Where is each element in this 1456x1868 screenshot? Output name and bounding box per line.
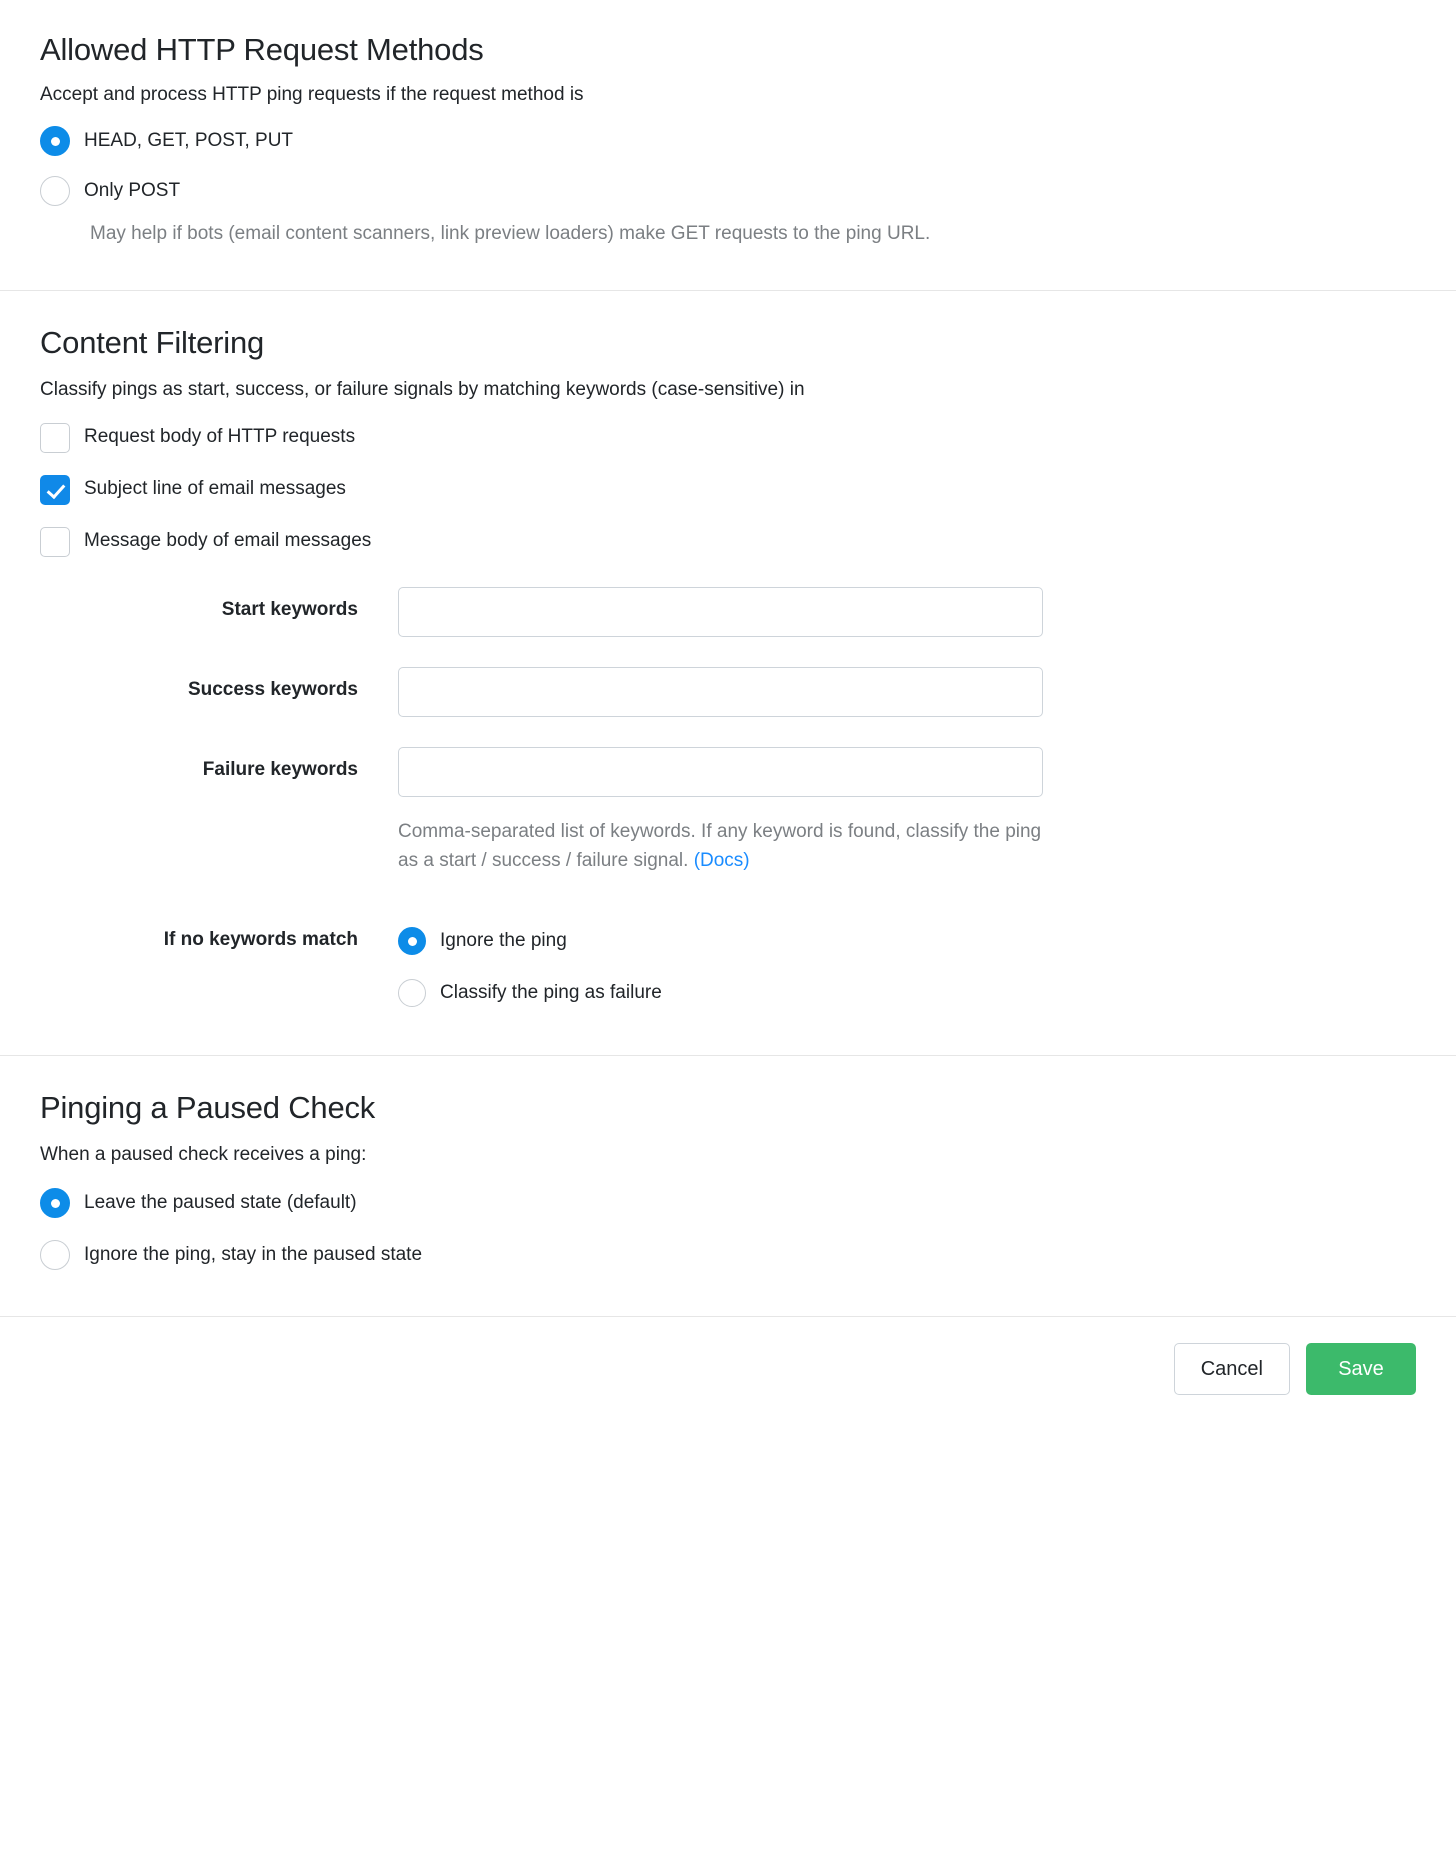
- success-keywords-input[interactable]: [398, 667, 1043, 717]
- checkbox-option-request-body[interactable]: [40, 423, 1416, 453]
- checkbox-option-email-body[interactable]: [40, 527, 1416, 557]
- radio-icon[interactable]: [398, 927, 426, 955]
- paused-check-title: Pinging a Paused Check: [40, 1090, 376, 1126]
- no-keywords-match-label: If no keywords match: [163, 929, 358, 951]
- save-button[interactable]: Save: [1306, 1343, 1416, 1395]
- failure-keywords-input[interactable]: [398, 747, 1043, 797]
- radio-option-only-post[interactable]: [40, 176, 1416, 206]
- checkbox-label: Request body of HTTP requests: [84, 426, 356, 448]
- radio-label: HEAD, GET, POST, PUT: [84, 129, 294, 151]
- no-keywords-match-row: [40, 927, 1416, 1007]
- radio-label: Leave the paused state (default): [84, 1192, 357, 1214]
- keywords-help-label: Comma-separated list of keywords. If any keyword is found, classify the ping as a start / success / failure signal.: [398, 820, 1042, 871]
- radio-label: Ignore the ping: [440, 930, 567, 952]
- allowed-http-request-methods-section: [0, 0, 1456, 290]
- cancel-button[interactable]: Cancel: [1174, 1343, 1290, 1395]
- checkbox-label: Message body of email messages: [84, 530, 372, 552]
- success-keywords-row: [40, 667, 1416, 717]
- methods-description: Accept and process HTTP ping requests if the request method is: [40, 84, 584, 105]
- radio-option-ignore-ping[interactable]: [398, 927, 1416, 955]
- radio-icon[interactable]: [40, 1188, 70, 1218]
- start-keywords-row: [40, 587, 1416, 637]
- content-filtering-description: Classify pings as start, success, or failure signals by matching keywords (case-sensitive) in: [40, 378, 805, 400]
- radio-option-classify-failure[interactable]: [398, 979, 1416, 1007]
- checkbox-icon[interactable]: [40, 475, 70, 505]
- radio-option-head-get-post-put[interactable]: [40, 126, 1416, 156]
- success-keywords-label: Success keywords: [187, 678, 358, 700]
- radio-icon[interactable]: [398, 979, 426, 1007]
- docs-link[interactable]: (Docs): [693, 849, 750, 871]
- radio-icon[interactable]: [40, 126, 70, 156]
- radio-label: Classify the ping as failure: [440, 982, 662, 1004]
- failure-keywords-row: [40, 747, 1416, 876]
- pinging-paused-check-section: [0, 1056, 1456, 1316]
- content-filtering-section: [0, 291, 1456, 1056]
- radio-icon[interactable]: [40, 176, 70, 206]
- content-filtering-title: Content Filtering: [40, 324, 265, 360]
- start-keywords-input[interactable]: [398, 587, 1043, 637]
- radio-label: Ignore the ping, stay in the paused state: [84, 1244, 423, 1266]
- radio-option-leave-paused-state[interactable]: [40, 1188, 1416, 1218]
- failure-keywords-label: Failure keywords: [202, 758, 358, 780]
- checkbox-icon[interactable]: [40, 423, 70, 453]
- checkbox-icon[interactable]: [40, 527, 70, 557]
- keywords-help-text: [398, 817, 1058, 876]
- radio-label: Only POST: [84, 179, 181, 201]
- radio-option-stay-paused-state[interactable]: [40, 1240, 1416, 1270]
- checkbox-option-email-subject[interactable]: [40, 475, 1416, 505]
- start-keywords-label: Start keywords: [221, 598, 358, 620]
- paused-check-description: When a paused check receives a ping:: [40, 1144, 367, 1166]
- page-title: Allowed HTTP Request Methods: [40, 32, 484, 67]
- methods-help-text: May help if bots (email content scanners, link preview loaders) make GET requests to the ping URL.: [90, 223, 931, 244]
- checkbox-label: Subject line of email messages: [84, 478, 346, 500]
- form-footer: [0, 1317, 1456, 1425]
- radio-icon[interactable]: [40, 1240, 70, 1270]
